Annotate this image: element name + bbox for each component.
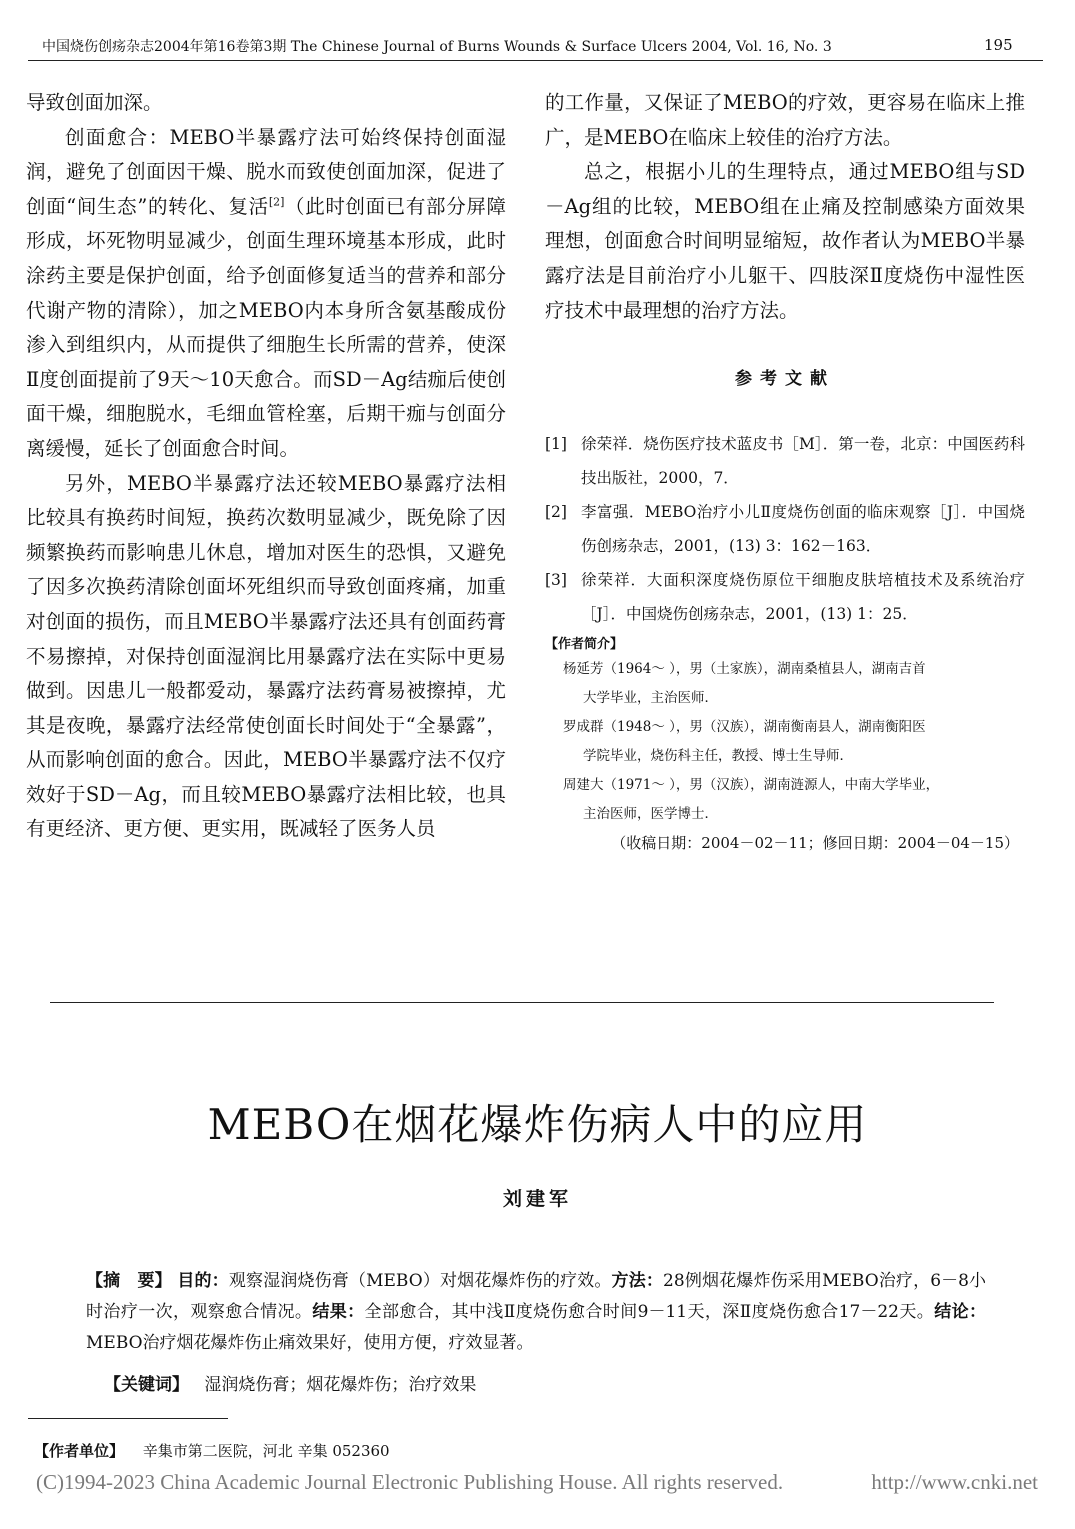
journal-running-title: 中国烧伤创疡杂志2004年第16卷第3期 The Chinese Journal of Burns Wounds & Surface Ulcers 2004, Vol. 16, No. 3: [42, 39, 832, 55]
page-number: 195: [984, 36, 1013, 54]
reference-list: [545, 427, 1025, 631]
left-column: [26, 86, 506, 847]
bio-line: 主治医师，医学博士．: [583, 805, 718, 822]
objective-label: 目的：: [177, 1271, 229, 1291]
author-bio: [545, 713, 1025, 771]
method-text: 28例烟花爆炸伤采用MEBO治疗，6－8小时治疗一次，观察愈合情况。: [86, 1271, 987, 1322]
author-affiliation: [34, 1440, 390, 1461]
paragraph-conclusion: 总之，根据小儿的生理特点，通过MEBO组与SD－Ag组的比较，MEBO组在止痛及控制感染方面效果理想，创面愈合时间明显缩短，故作者认为MEBO半暴露疗法是目前治疗小儿躯干、四肢深Ⅱ度烧伤中湿性医疗技术中最理想的治疗方法。: [545, 160, 1025, 322]
keywords: [104, 1370, 1004, 1395]
affiliation-label: 【作者单位】: [34, 1442, 125, 1460]
copyright-text: (C)1994-2023 China Academic Journal Electronic Publishing House. All rights reserved.: [36, 1470, 784, 1494]
result-text: 全部愈合，其中浅Ⅱ度烧伤愈合时间9－11天，深Ⅱ度烧伤愈合17－22天。: [364, 1302, 935, 1322]
reference-text: 徐荣祥．大面积深度烧伤原位干细胞皮肤培植技术及系统治疗［J］．中国烧伤创疡杂志，2001，(13) 1：25．: [581, 570, 1025, 623]
reference-number: [1]: [545, 434, 567, 453]
citation-marker: [2]: [268, 195, 285, 209]
abstract: [86, 1266, 986, 1359]
paragraph-wound-healing: [26, 121, 506, 467]
conclusion-text: MEBO治疗烟花爆炸伤止痛效果好，使用方便，疗效显著。: [86, 1333, 534, 1353]
right-column: [545, 86, 1025, 857]
method-label: 方法：: [611, 1271, 664, 1291]
author-bio: [545, 771, 1025, 829]
running-header: [42, 36, 1042, 56]
paragraph-text: （此时创面已有部分屏障形成，坏死物明显减少，创面生理环境基本形成，此时涂药主要是保护创面，给予创面修复适当的营养和部分代谢产物的清除），加之MEBO内本身所含氨基酸成份渗入到组织内，从而提供了细胞生长所需的营养，使深Ⅱ度创面提前了9天～10天愈合。而SD－Ag结痂后使创面干燥，细胞脱水，毛细血管栓塞，后期干痂与创面分离缓慢，延长了创面愈合时间。: [26, 194, 506, 460]
bio-line: 罗成群（1948～ ），男（汉族），湖南衡南县人，湖南衡阳医: [563, 718, 926, 735]
reference-text: 徐荣祥．烧伤医疗技术蓝皮书［M］．第一卷，北京：中国医药科技出版社，2000，7．: [581, 434, 1025, 487]
article-title: MEBO在烟花爆炸伤病人中的应用: [207, 1100, 868, 1149]
author-bio: [545, 655, 1025, 713]
footnote-rule: [28, 1418, 228, 1419]
abstract-label: 【摘 要】: [86, 1271, 172, 1291]
paragraph: 导致创面加深。: [26, 91, 163, 114]
header-rule: [28, 60, 1043, 61]
reference-number: [3]: [545, 570, 567, 589]
reference-text: 李富强．MEBO治疗小儿Ⅱ度烧伤创面的临床观察［J］．中国烧伤创疡杂志，2001，(13) 3：162－163．: [581, 502, 1025, 555]
article-divider: [50, 1002, 994, 1003]
conclusion-label: 结论：: [934, 1302, 987, 1322]
affiliation-text: 辛集市第二医院，河北 辛集 052360: [142, 1442, 390, 1460]
result-label: 结果：: [312, 1302, 365, 1322]
references-heading: 参考文献: [735, 369, 835, 390]
bio-line: 周建大（1971～ ），男（汉族），湖南涟源人，中南大学毕业，: [563, 776, 940, 793]
cnki-url: http://www.cnki.net: [871, 1470, 1038, 1494]
article-author: 刘建军: [502, 1188, 572, 1210]
bio-line: 大学毕业，主治医师．: [583, 689, 718, 706]
keywords-label: 【关键词】: [104, 1375, 189, 1395]
reference-item: [545, 427, 1025, 495]
paragraph-text: 创面愈合：MEBO半暴露疗法可始终保持创面湿润，避免了创面因干燥、脱水而致使创面加深，促进了创面“间生态”的转化、复活: [26, 125, 506, 218]
bio-line: 学院毕业，烧伤科主任，教授、博士生导师．: [583, 747, 853, 764]
reference-item: [545, 563, 1025, 631]
reference-item: [545, 495, 1025, 563]
reference-number: [2]: [545, 502, 567, 521]
copyright-watermark: [36, 1470, 1046, 1495]
objective-text: 观察湿润烧伤膏（MEBO）对烟花爆炸伤的疗效。: [228, 1271, 612, 1291]
bio-line: 杨延芳（1964～ ），男（土家族），湖南桑植县人，湖南吉首: [563, 660, 926, 677]
paragraph: 另外，MEBO半暴露疗法还较MEBO暴露疗法相比较具有换药时间短，换药次数明显减少，既免除了因频繁换药而影响患儿休息，增加对医生的恐惧，又避免了因多次换药清除创面坏死组织而导致创面疼痛，加重对创面的损伤，而且MEBO半暴露疗法还具有创面药膏不易擦掉，对保持创面湿润比用暴露疗法在实际中更易做到。因患儿一般都爱动，暴露疗法药膏易被擦掉，尤其是夜晚，暴露疗法经常使创面长时间处于“全暴露”，从而影响创面的愈合。因此，MEBO半暴露疗法不仅疗效好于SD－Ag，而且较MEBO暴露疗法相比较，也具有更经济、更方便、更实用，既减轻了医务人员: [26, 471, 506, 841]
author-bio-heading: 【作者简介】: [545, 636, 624, 652]
paragraph: 的工作量，又保证了MEBO的疗效，更容易在临床上推广，是MEBO在临床上较佳的治疗方法。: [545, 91, 1025, 149]
keywords-text: 湿润烧伤膏；烟花爆炸伤；治疗效果: [204, 1375, 477, 1395]
received-date: （收稿日期：2004－02－11；修回日期：2004－04－15）: [611, 833, 1019, 852]
